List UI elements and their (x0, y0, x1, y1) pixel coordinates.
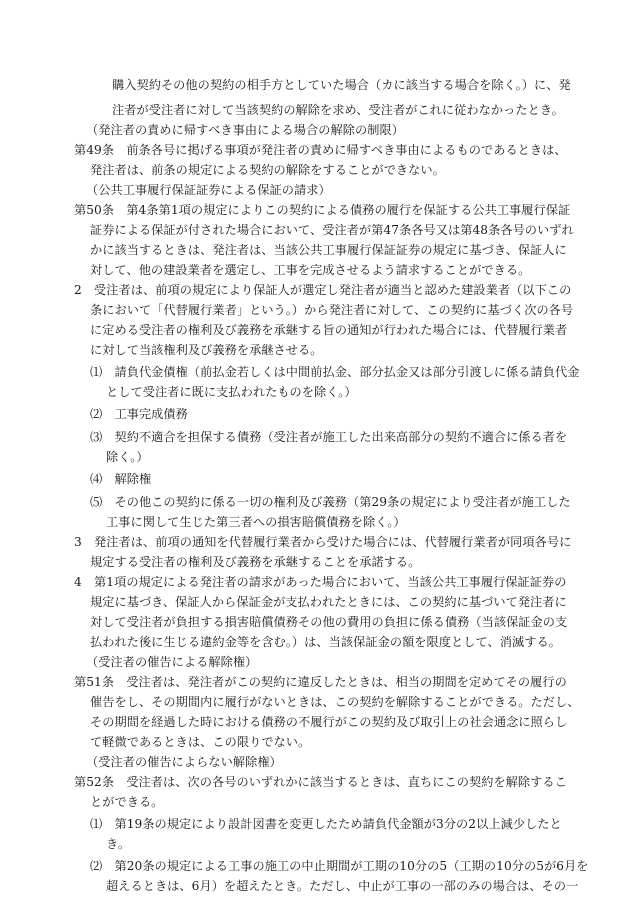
article-50: 第50条 第4条第1項の規定によりこの契約による債務の履行を保証する公共工事履行保証 (74, 203, 571, 217)
text-line: 催告をし、その期間内に履行がないときは、この契約を解除することができる。ただし、 (90, 695, 580, 709)
item-3: ⑶ 契約不適合を担保する債務（受注者が施工した出来高部分の契約不適合に係る者を (90, 430, 568, 444)
text-line: その期間を経過した時における債務の不履行がこの契約及び取引上の社会通念に照らし (90, 715, 568, 729)
paragraph-4: 4 第1項の規定による発注者の請求があった場合において、当該公共工事履行保証証券の (74, 575, 567, 589)
text-line: 超えるときは、6月）を超えたとき。ただし、中止が工事の一部のみの場合は、その一 (106, 879, 579, 893)
text-line: 対して、他の建設業者を選定し、工事を完成させるよう請求することができる。 (90, 263, 531, 277)
text-line: に定める受注者の権利及び義務を承継する旨の通知が行われた場合には、代替履行業者 (90, 323, 568, 337)
item-2: ⑵ 第20条の規定による工事の施工の中止期間が工期の10分の5（工期の10分の5が6月を (90, 859, 589, 873)
text-line: 対して受注者が負担する損害賠償債務その他の費用の負担に係る債務（当該保証金の支 (90, 615, 568, 629)
text-line: として受注者に既に支払われたものを除く。） (106, 385, 357, 399)
paragraph-3: 3 発注者は、前項の通知を代替履行業者から受けた場合には、代替履行業者が同項各号に (74, 535, 572, 549)
text-line: 注者が受注者に対して当該契約の解除を求め、受注者がこれに従わなかったとき。 (112, 103, 564, 117)
item-1: ⑴ 請負代金債権（前払金若しくは中間前払金、部分払金又は部分引渡しに係る請負代金 (90, 365, 580, 379)
section-heading: （受注者の催告によらない解除権） (86, 755, 282, 769)
paragraph-2: 2 受注者は、前項の規定により保証人が選定し発注者が適当と認めた建設業者（以下この (74, 283, 572, 297)
item-1: ⑴ 第19条の規定により設計図書を変更したため請負代金額が3分の2以上減少したと (90, 817, 562, 831)
article-52: 第52条 受注者は、次の各号のいずれかに該当するときは、直ちにこの契約を解除するこ (74, 775, 567, 789)
text-line: 規定に基づき、保証人から保証金が支払われたときには、この契約に基づいて発注者に (90, 595, 567, 609)
article-51: 第51条 受注者は、発注者がこの契約に違反したときは、相当の期間を定めてその履行の (74, 675, 567, 689)
text-line: 工事に関して生じた第三者への損害賠償債務を除く。） (106, 515, 406, 529)
text-line: 購入契約その他の契約の相手方としていた場合（カに該当する場合を除く。）に、発 (112, 78, 571, 92)
text-line: 証券による保証が付された場合において、受注者が第47条各号又は第48条各号のいずれ (90, 223, 574, 237)
text-line: き。 (106, 837, 130, 851)
text-line: に対して当該権利及び義務を承継させる。 (90, 343, 323, 357)
article-49: 第49条 前条各号に掲げる事項が発注者の責めに帰すべき事由によるものであるときは、 (74, 143, 567, 157)
text-line: 条において「代替履行業者」という。）から発注者に対して、この契約に基づく次の各号 (90, 303, 574, 317)
text-line: 規定する受注者の権利及び義務を承継することを承諾する。 (90, 555, 421, 569)
text-line: 除く。） (106, 450, 149, 464)
text-line: とができる。 (90, 795, 164, 809)
section-heading: （発注者の責めに帰すべき事由による場合の解除の制限） (86, 123, 404, 137)
text-line: かに該当するときは、発注者は、当該公共工事履行保証証券の規定に基づき、保証人に (90, 243, 567, 257)
section-heading: （受注者の催告による解除権） (86, 655, 258, 669)
section-heading: （公共工事履行保証証券による保証の請求） (86, 183, 331, 197)
text-line: て軽微であるときは、この限りでない。 (90, 735, 311, 749)
item-4: ⑷ 解除権 (90, 472, 152, 486)
item-2: ⑵ 工事完成債務 (90, 407, 188, 421)
item-5: ⑸ その他この契約に係る一切の権利及び義務（第29条の規定により受注者が施工した (90, 495, 571, 509)
text-line: 発注者は、前条の規定による契約の解除をすることができない。 (90, 163, 445, 177)
text-line: 払われた後に生じる違約金等を含む。）は、当該保証金の額を限度として、消滅する。 (90, 635, 561, 649)
